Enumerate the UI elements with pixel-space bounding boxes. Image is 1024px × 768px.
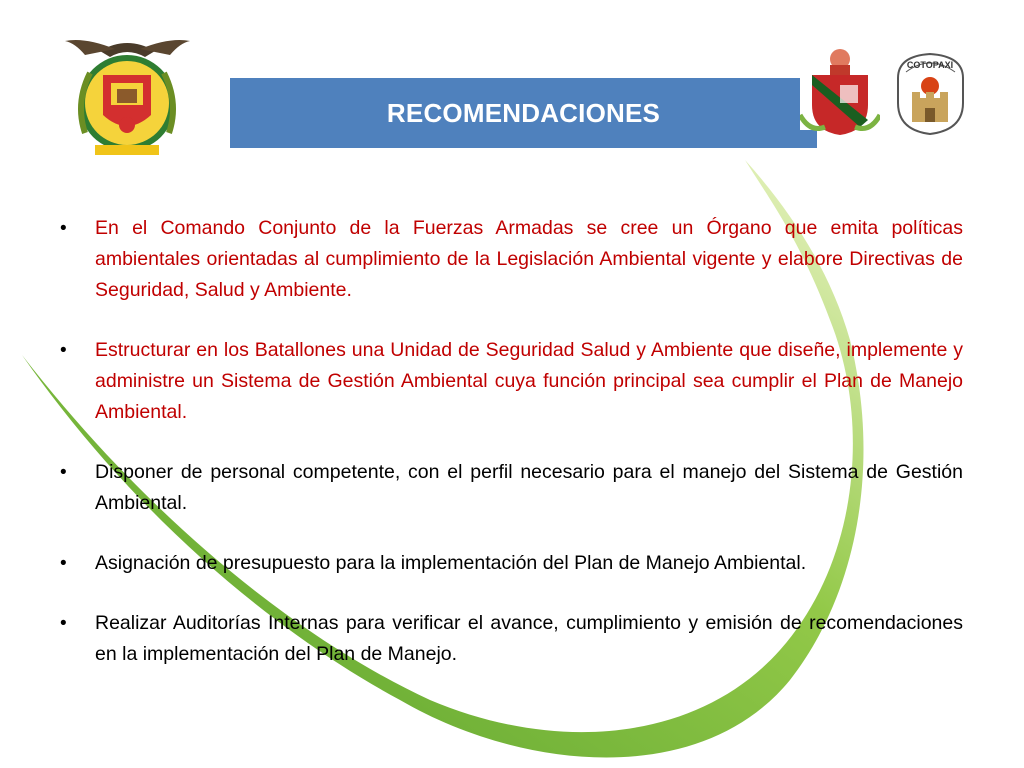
coat-of-arms-eagle-logo bbox=[55, 33, 200, 163]
list-item bbox=[55, 457, 963, 519]
list-item bbox=[55, 608, 963, 670]
bullet-icon: • bbox=[60, 218, 67, 239]
battalion-shield-logo bbox=[800, 45, 880, 137]
recommendations-list bbox=[55, 213, 963, 670]
bullet-icon: • bbox=[60, 553, 67, 574]
list-item bbox=[55, 213, 963, 306]
bullet-text: Estructurar en los Batallones una Unidad de Seguridad Salud y Ambiente que diseñe, implemente y administre un Sistema de Gestión Ambiental cuya función principal sea cumplir el Plan de Manejo Ambiental. bbox=[95, 339, 963, 423]
list-item bbox=[55, 335, 963, 428]
cotopaxi-label: COTOPAXI bbox=[906, 60, 954, 70]
cotopaxi-emblem-logo bbox=[888, 48, 973, 136]
bullet-icon: • bbox=[60, 340, 67, 361]
bullet-text: En el Comando Conjunto de la Fuerzas Armadas se cree un Órgano que emita políticas ambientales orientadas al cumplimiento de la Legislación Ambiental vigente y elabore Directivas de Seguridad, Salud y Ambiente. bbox=[95, 217, 963, 301]
page-title: RECOMENDACIONES bbox=[386, 97, 661, 128]
bullet-icon: • bbox=[60, 462, 67, 483]
list-item bbox=[55, 548, 963, 579]
bullet-text: Asignación de presupuesto para la implementación del Plan de Manejo Ambiental. bbox=[95, 552, 807, 574]
title-banner bbox=[230, 78, 817, 148]
bullet-icon: • bbox=[60, 613, 67, 634]
bullet-text: Disponer de personal competente, con el perfil necesario para el manejo del Sistema de Gestión Ambiental. bbox=[95, 461, 963, 514]
bullet-text: Realizar Auditorías Internas para verificar el avance, cumplimiento y emisión de recomendaciones en la implementación del Plan de Manejo. bbox=[95, 612, 963, 665]
